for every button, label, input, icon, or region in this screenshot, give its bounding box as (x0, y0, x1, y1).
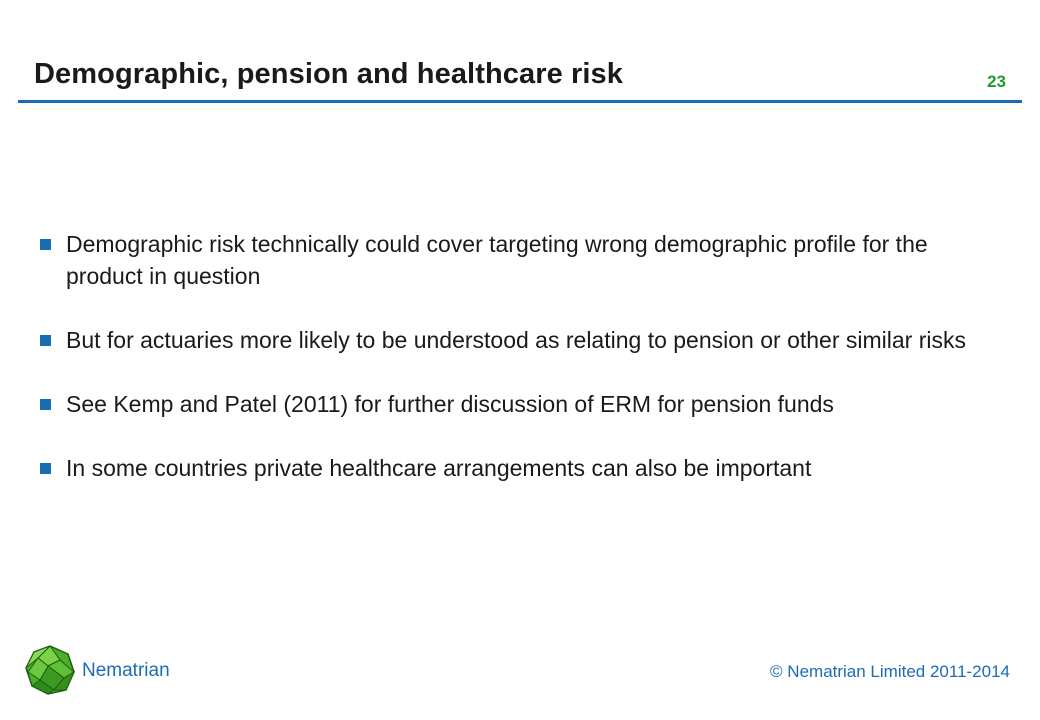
bullet-item (40, 388, 1000, 420)
bullet-text: But for actuaries more likely to be understood as relating to pension or other similar risks (66, 327, 966, 353)
brand-name: Nematrian (82, 660, 170, 681)
square-bullet-icon (40, 463, 51, 474)
green-polyhedron-logo-icon (24, 644, 76, 696)
bullet-item (40, 228, 1000, 292)
square-bullet-icon (40, 399, 51, 410)
bullet-text: Demographic risk technically could cover targeting wrong demographic profile for the product in question (66, 231, 928, 289)
title-divider (18, 100, 1022, 103)
bullet-item (40, 452, 1000, 484)
square-bullet-icon (40, 239, 51, 250)
bullet-item (40, 324, 1000, 356)
copyright-notice: © Nematrian Limited 2011-2014 (770, 662, 1010, 681)
bullet-list (40, 228, 1000, 516)
slide-title: Demographic, pension and healthcare risk (34, 58, 623, 90)
bullet-text: In some countries private healthcare arrangements can also be important (66, 455, 812, 481)
square-bullet-icon (40, 335, 51, 346)
page-number: 23 (987, 72, 1006, 91)
bullet-text: See Kemp and Patel (2011) for further discussion of ERM for pension funds (66, 391, 834, 417)
